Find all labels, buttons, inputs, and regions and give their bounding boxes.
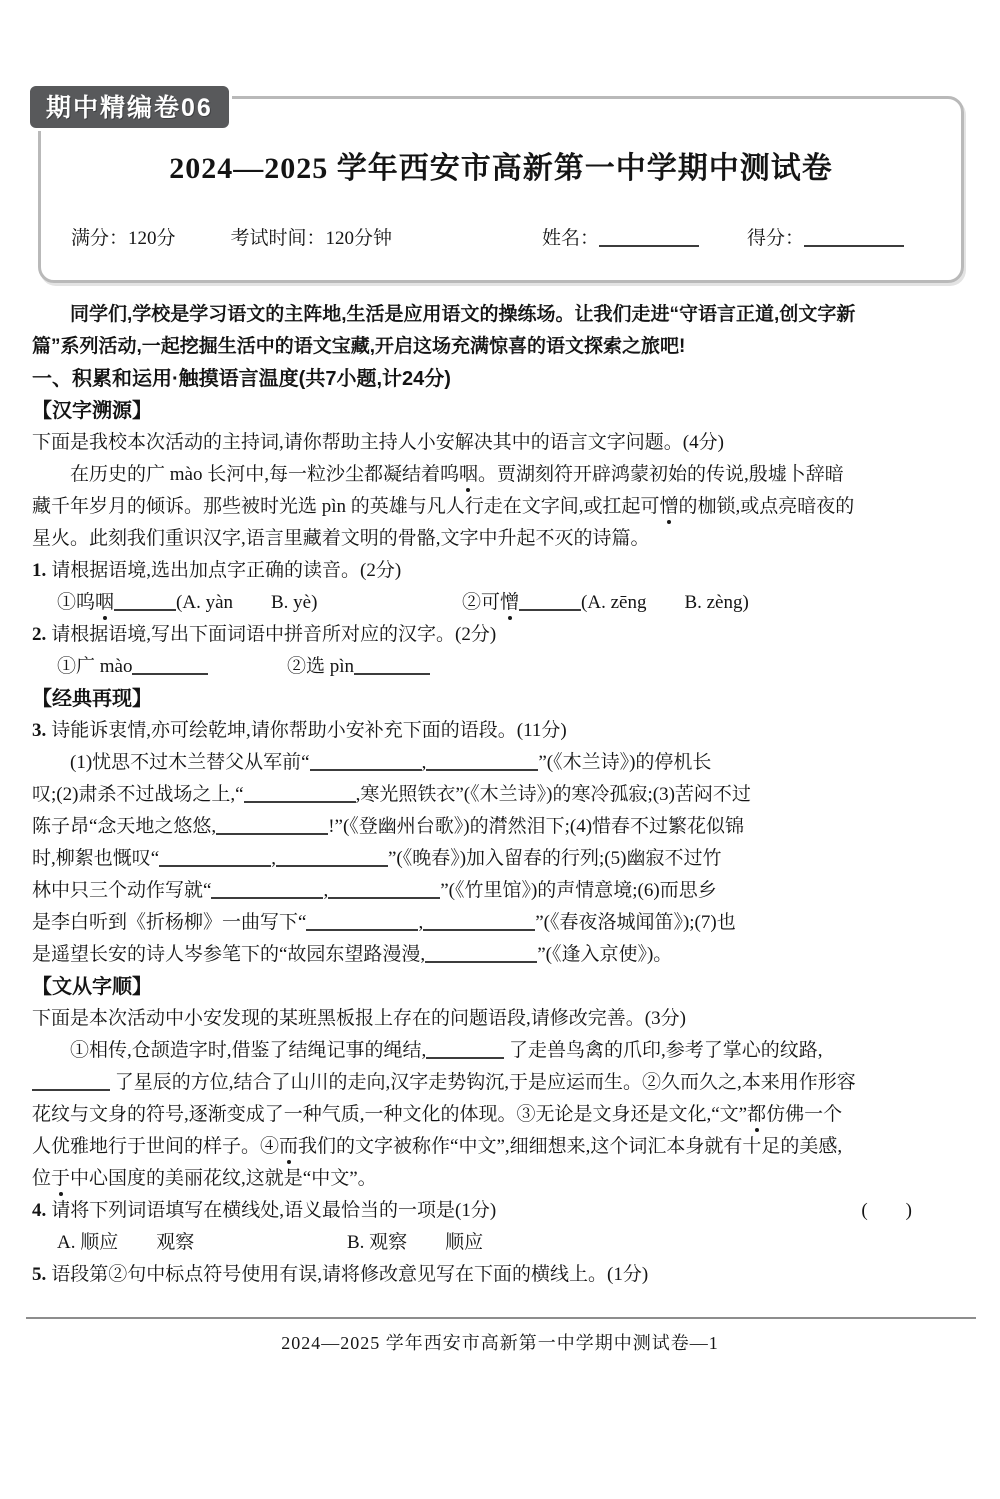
hanzi-stem: 下面是我校本次活动的主持词,请你帮助主持人小安解决其中的语言文字问题。(4分) [32, 432, 724, 453]
name-blank [599, 245, 699, 247]
q1-option-2: ②可憎 (A. zēng B. zèng) [462, 592, 749, 613]
exam-paper-page [0, 96, 1000, 1499]
question-1-options [32, 587, 970, 619]
question-3-number: 3. [32, 720, 47, 741]
tag-wencong-zishun: 【文从字顺】 [32, 976, 152, 998]
q2-option-2: ②选 pìn [287, 651, 430, 683]
question-2-number: 2. [32, 624, 47, 645]
question-2-stem [32, 619, 970, 651]
question-1-stem [32, 555, 970, 587]
q4-left [32, 1195, 496, 1227]
full-score-label: 满分：120分 [71, 228, 176, 249]
score-blank [804, 245, 904, 247]
q3-line-3: 陈子昂“念天地之悠悠, !”(《登幽州台歌》)的潸然泪下;(4)惜春不过繁花似锦 [32, 816, 745, 837]
question-1-text: 请根据语境,选出加点字正确的读音。(2分) [51, 560, 402, 581]
q3-line-7: 是遥望长安的诗人岑参笔下的“故园东望路漫漫, ”(《逢入京使》)。 [32, 944, 673, 965]
name-label: 姓名： [542, 228, 600, 249]
q3-line-5: 林中只三个动作写就“ , ”(《竹里馆》)的声情意境;(6)而思乡 [32, 880, 717, 901]
page [0, 96, 1000, 1499]
board-line-4: 人优雅地行于世间的样子。④而我们的文字被称作“中文”,细细想来,这个词汇本身就有十足的美感, [32, 1136, 843, 1157]
question-2-options [32, 651, 970, 683]
question-1-number: 1. [32, 560, 47, 581]
question-5-stem [32, 1259, 970, 1291]
passage-line-1: 在历史的广 mào 长河中,每一粒沙尘都凝结着呜咽。贾湖刻符开辟鸿蒙初始的传说,殷墟卜辞暗 [32, 464, 844, 485]
edition-badge: 期中精编卷06 [27, 83, 232, 131]
header-box [38, 96, 964, 283]
question-4-stem [32, 1195, 970, 1227]
footer-page-label: 2024—2025 学年西安市高新第一中学期中测试卷—1 [281, 1333, 719, 1353]
q4-option-a: A. 顺应 观察 [57, 1232, 195, 1253]
exam-title: 2024—2025 学年西安市高新第一中学期中测试卷 [169, 152, 833, 185]
q3-line-1: (1)忧思不过木兰替父从军前“ , ”(《木兰诗》)的停机长 [32, 752, 712, 773]
main-content [32, 299, 970, 1291]
question-4-options [32, 1227, 970, 1259]
board-line-5: 位于中心国度的美丽花纹,这就是“中文”。 [32, 1168, 377, 1189]
tag-jingdian-zaixian: 【经典再现】 [32, 688, 152, 710]
q2-option-1: ①广 mào [57, 651, 287, 683]
tag-hanzi-suyuan: 【汉字溯源】 [32, 400, 152, 422]
passage-line-2: 藏千年岁月的倾诉。那些被时光选 pìn 的英雄与凡人行走在文字间,或扛起可憎的枷锁,或点亮暗夜的 [32, 496, 855, 517]
footer-rule [26, 1317, 976, 1319]
board-line-1: ①相传,仓颉造字时,借鉴了结绳记事的绳结, 了走兽鸟禽的爪印,参考了掌心的纹路, [32, 1040, 823, 1061]
score-field [747, 223, 904, 250]
wencong-stem: 下面是本次活动中小安发现的某班黑板报上存在的问题语段,请修改完善。(3分) [32, 1008, 686, 1029]
answer-bracket: ( ) [861, 1200, 912, 1221]
q3-line-2: 叹;(2)肃杀不过战场之上,“ ,寒光照铁衣”(《木兰诗》)的寒冷孤寂;(3)苦闷不过 [32, 784, 751, 805]
section-1-heading: 一、积累和运用·触摸语言温度(共7小题,计24分) [32, 368, 451, 390]
question-4-number: 4. [32, 1200, 47, 1221]
q3-line-6: 是李白听到《折杨柳》一曲写下“ , ”(《春夜洛城闻笛》);(7)也 [32, 912, 736, 933]
exam-time-label: 考试时间：120分钟 [230, 228, 393, 249]
passage-line-3: 星火。此刻我们重识汉字,语言里藏着文明的骨骼,文字中升起不灭的诗篇。 [32, 528, 650, 549]
question-3-stem [32, 715, 970, 747]
question-5-number: 5. [32, 1264, 47, 1285]
q1-option-1: ①呜咽 (A. yàn B. yè) [57, 592, 318, 613]
q3-line-4: 时,柳絮也慨叹“ , ”(《晚春》)加入留春的行列;(5)幽寂不过竹 [32, 848, 722, 869]
name-field [542, 223, 699, 250]
q4-option-b: B. 观察 顺应 [347, 1232, 484, 1253]
board-line-3: 花纹与文身的符号,逐渐变成了一种气质,一种文化的体现。③无论是文身还是文化,“文”都仿佛一个 [32, 1104, 843, 1125]
intro-line-1: 同学们,学校是学习语文的主阵地,生活是应用语文的操练场。让我们走进“守语言正道,创文字新 [32, 304, 856, 325]
exam-info-row [71, 223, 931, 250]
question-5-text: 语段第②句中标点符号使用有误,请将修改意见写在下面的横线上。(1分) [51, 1264, 649, 1285]
board-line-2: 了星辰的方位,结合了山川的走向,汉字走势钩沉,于是应运而生。②久而久之,本来用作形容 [32, 1067, 970, 1099]
question-2-text: 请根据语境,写出下面词语中拼音所对应的汉字。(2分) [51, 624, 497, 645]
score-label: 得分： [747, 228, 805, 249]
intro-line-2: 篇”系列活动,一起挖掘生活中的语文宝藏,开启这场充满惊喜的语文探索之旅吧! [32, 336, 686, 357]
question-4-text: 请将下列词语填写在横线处,语义最恰当的一项是(1分) [51, 1200, 497, 1221]
question-3-text: 诗能诉衷情,亦可绘乾坤,请你帮助小安补充下面的语段。(11分) [51, 720, 567, 741]
